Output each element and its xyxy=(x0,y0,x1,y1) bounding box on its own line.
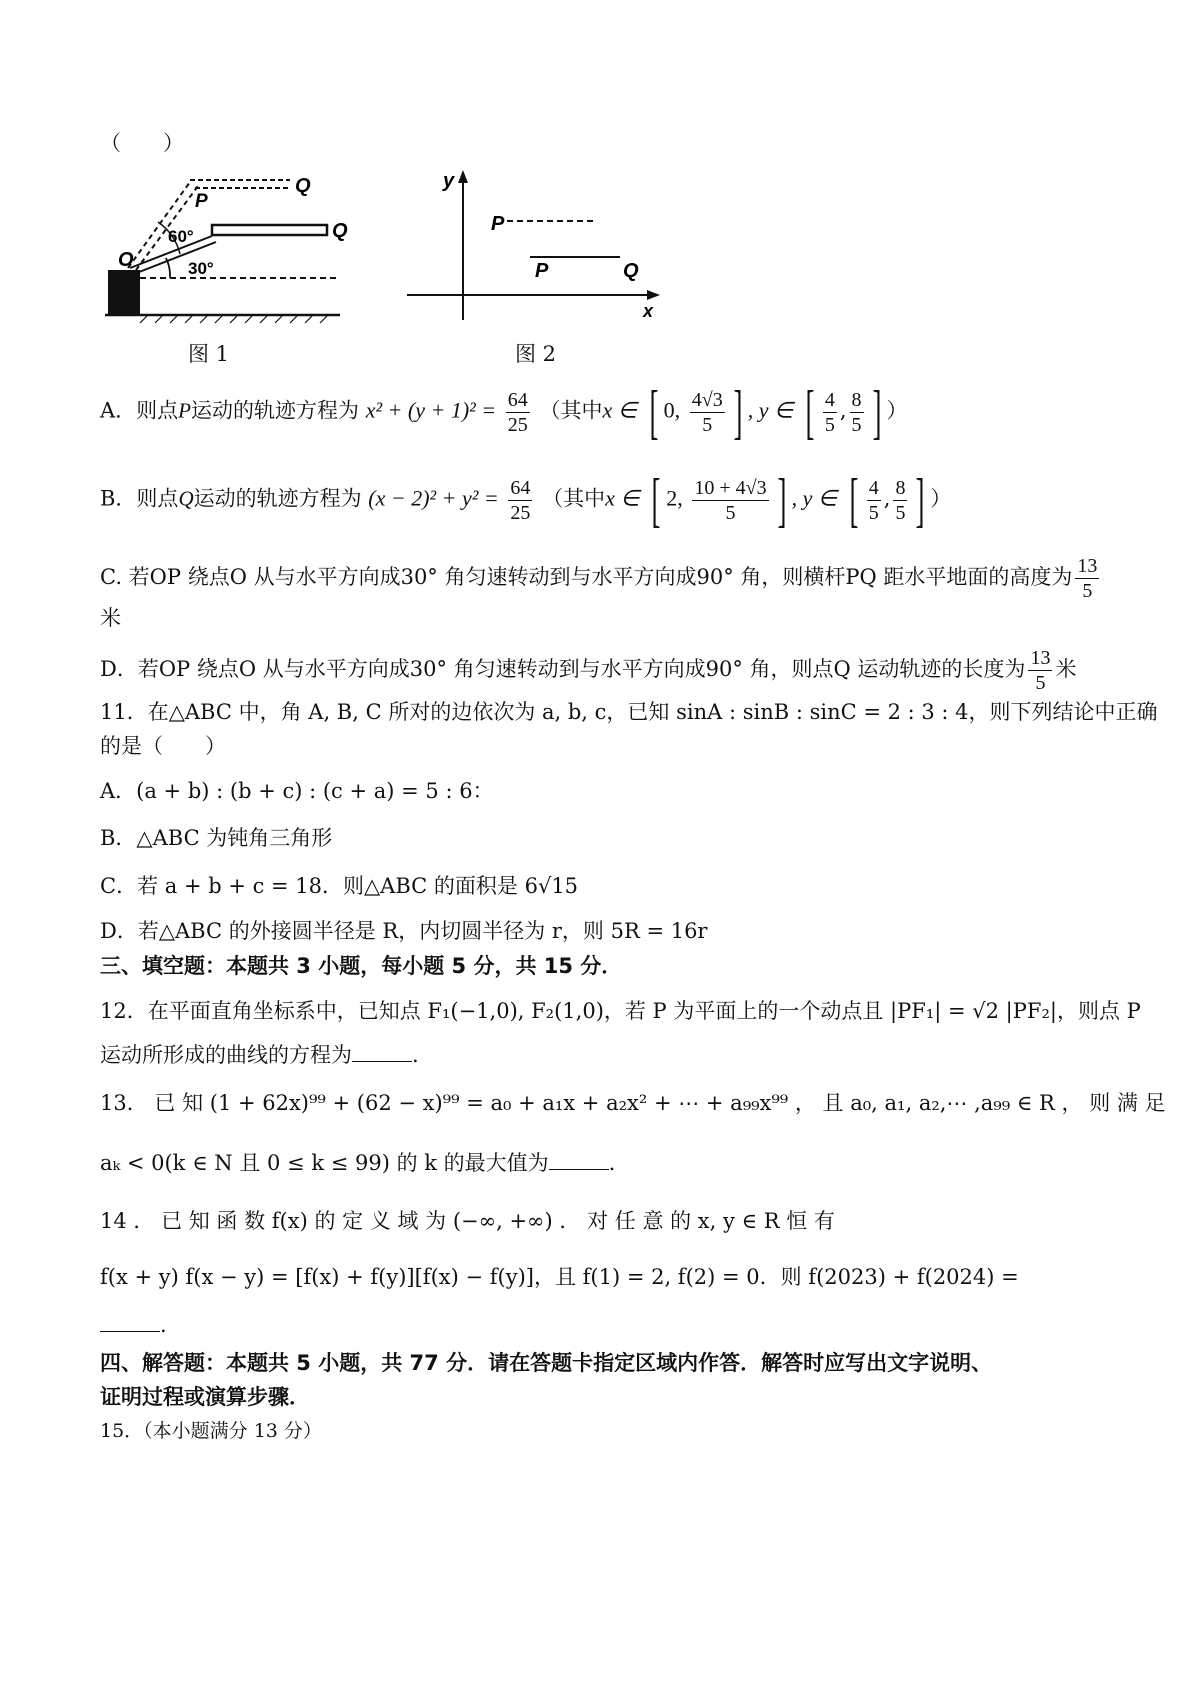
figure-2 xyxy=(405,165,670,325)
q11-option-d: D．若△ABC 的外接圆半径是 R，内切圆半径为 r，则 5R = 16r xyxy=(100,919,708,943)
fig2-label-y: y xyxy=(443,170,455,192)
q14-line-2: f(x + y) f(x − y) = [f(x) + f(y)][f(x) − f(y)]，且 f(1) = 2, f(2) = 0．则 f(2023) + f(2024) = xyxy=(100,1265,1019,1289)
q13-answer-blank xyxy=(549,1149,609,1170)
figure-1-caption: 图 1 xyxy=(188,342,230,366)
q14-line-1: 14 ． 已 知 函 数 f(x) 的 定 义 域 为 (−∞, +∞) ． 对 任 意 的 x, y ∈ R 恒 有 xyxy=(100,1209,835,1233)
q14-answer-blank xyxy=(100,1311,160,1332)
fig2-label-p-low: P xyxy=(535,260,549,282)
q12-answer-blank xyxy=(352,1041,412,1062)
fig1-label-p: P xyxy=(195,191,208,212)
q11-option-b: B．△ABC 为钝角三角形 xyxy=(100,826,333,850)
fig1-label-o: O xyxy=(118,249,134,271)
fig1-label-30: 30° xyxy=(188,259,214,278)
section-4-heading-2: 证明过程或演算步骤． xyxy=(100,1385,310,1409)
figure-2-caption: 图 2 xyxy=(515,342,557,366)
q15-heading: 15．（本小题满分 13 分） xyxy=(100,1420,322,1442)
fig2-label-p-top: P xyxy=(491,213,505,235)
fig2-label-x: x xyxy=(643,301,654,321)
q10-option-c: C. 若OP 绕点O 从与水平方向成30° 角匀速转动到与水平方向成90° 角，则横杆PQ 距水平地面的高度为 $\frac{13}{5}$ xyxy=(100,555,1098,602)
section-4-heading-1: 四、解答题：本题共 5 小题，共 77 分．请在答题卡指定区域内作答．解答时应写出文字说明、 xyxy=(100,1351,993,1375)
q11-stem-2: 的是（ ） xyxy=(100,734,226,758)
q10-option-b: B．则点Q运动的轨迹方程为 (x − 2)² + y² = $\frac{64}{25}$ （其中x ∈ [ 2, $\frac{10 + 4√3}{5}$ ] , y ∈ [ $\frac{4}{5}$ , $\frac{8}{5}$ ] ） xyxy=(100,467,952,533)
q11-stem-1: 11．在△ABC 中，角 A, B, C 所对的边依次为 a, b, c，已知 sinA : sinB : sinC = 2 : 3 : 4，则下列结论中正确 xyxy=(100,700,1158,724)
q13-line-2: aₖ < 0(k ∈ N 且 0 ≤ k ≤ 99) 的 k 的最大值为 . xyxy=(100,1151,616,1175)
q12-line-2: 运动所形成的曲线的方程为 . xyxy=(100,1043,419,1067)
q10-option-c-unit: 米 xyxy=(100,606,121,630)
figure-1 xyxy=(100,160,360,330)
q13-line-1: 13． 已 知 (1 + 62x)⁹⁹ + (62 − x)⁹⁹ = a₀ + a₁x + a₂x² + ⋯ + a₉₉x⁹⁹ ， 且 a₀, a₁, a₂,⋯ ,a₉₉ ∈ R ， 则 满 足 xyxy=(100,1091,1166,1115)
section-3-heading: 三、填空题：本题共 3 小题，每小题 5 分，共 15 分． xyxy=(100,954,623,978)
q14-line-3: . xyxy=(100,1310,167,1340)
fig2-label-q: Q xyxy=(623,260,639,282)
fig1-label-q-mid: Q xyxy=(332,220,348,242)
fig1-label-q-top: Q xyxy=(295,175,311,197)
answer-paren: （ ） xyxy=(100,131,184,155)
q10-option-d: D．若OP 绕点O 从与水平方向成30° 角匀速转动到与水平方向成90° 角，则点Q 运动轨迹的长度为 $\frac{13}{5}$ 米 xyxy=(100,647,1077,694)
q12-line-1: 12．在平面直角坐标系中，已知点 F₁(−1,0), F₂(1,0)，若 P 为平面上的一个动点且 |PF₁| = √2 |PF₂|，则点 P xyxy=(100,999,1141,1023)
q11-option-c: C．若 a + b + c = 18．则△ABC 的面积是 6√15 xyxy=(100,874,579,898)
q11-option-a: A．(a + b) : (b + c) : (c + a) = 5 : 6： xyxy=(100,779,494,803)
q10-option-a: A．则点P运动的轨迹方程为 x² + (y + 1)² = $\frac{64}{25}$ （其中x ∈ [ 0, $\frac{4√3}{5}$ ] , y ∈ [ $\frac{4}{5}$ , $\frac{8}{5}$ ] ） xyxy=(100,379,908,445)
fig1-label-60: 60° xyxy=(168,227,194,246)
